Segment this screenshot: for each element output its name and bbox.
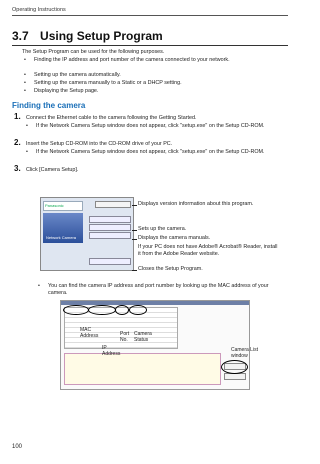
section-title: Using Setup Program	[40, 29, 163, 43]
intro-text: The Setup Program can be used for the following purposes.	[22, 49, 165, 55]
page-number: 100	[12, 444, 23, 450]
bullet-icon: •	[24, 57, 26, 63]
section-number: 3.7	[12, 29, 29, 43]
callout-line	[132, 230, 137, 231]
product-panel	[43, 213, 83, 243]
callout-close: Closes the Setup Program.	[138, 266, 203, 272]
adobe-button	[89, 232, 131, 239]
label-camera-status: Camera Status	[134, 331, 152, 343]
label-port-no: Port No.	[120, 331, 130, 343]
label-camera-list: Camera List window	[231, 347, 258, 359]
setup-window-screenshot	[40, 197, 134, 271]
info-panel	[64, 353, 221, 385]
bullet-icon: •	[26, 149, 28, 155]
callout-version: Displays version information about this program.	[138, 201, 254, 207]
ip-ring	[88, 305, 116, 315]
bullet-icon: •	[24, 72, 26, 78]
callout-line	[132, 205, 137, 206]
mac-ring	[63, 305, 89, 315]
label-ip-address: IP Address	[102, 345, 121, 357]
manual-button	[89, 224, 131, 231]
window-titlebar	[61, 301, 249, 305]
section-heading	[12, 29, 163, 43]
port-ring	[115, 305, 129, 315]
version-button	[95, 201, 131, 208]
list-button-ring	[221, 360, 248, 374]
running-header: Operating Instructions	[12, 7, 66, 13]
header-rule	[12, 15, 288, 16]
window-button	[224, 373, 246, 380]
callout-manuals: Displays the camera manuals.	[138, 235, 211, 241]
brand-logo: Panasonic	[43, 201, 83, 211]
camera-setup-button	[89, 216, 131, 223]
bullet-icon: •	[26, 123, 28, 129]
callout-adobe: If your PC does not have Adobe® Acrobat® Reader, install it from the Adobe Reader website.	[138, 244, 278, 258]
label-mac-address: MAC Address	[80, 327, 99, 339]
exit-button	[89, 258, 131, 265]
product-label: Network Camera	[46, 235, 77, 240]
subsection-heading: Finding the camera	[12, 101, 86, 110]
camera-list-screenshot	[60, 300, 250, 390]
callout-line	[132, 270, 137, 271]
bullet-icon: •	[24, 88, 26, 94]
callout-line	[132, 239, 137, 240]
status-ring	[129, 305, 147, 315]
callout-setup: Sets up the camera.	[138, 226, 187, 232]
bullet-icon: •	[24, 80, 26, 86]
bullet-icon: •	[38, 283, 40, 289]
section-rule	[12, 45, 288, 46]
